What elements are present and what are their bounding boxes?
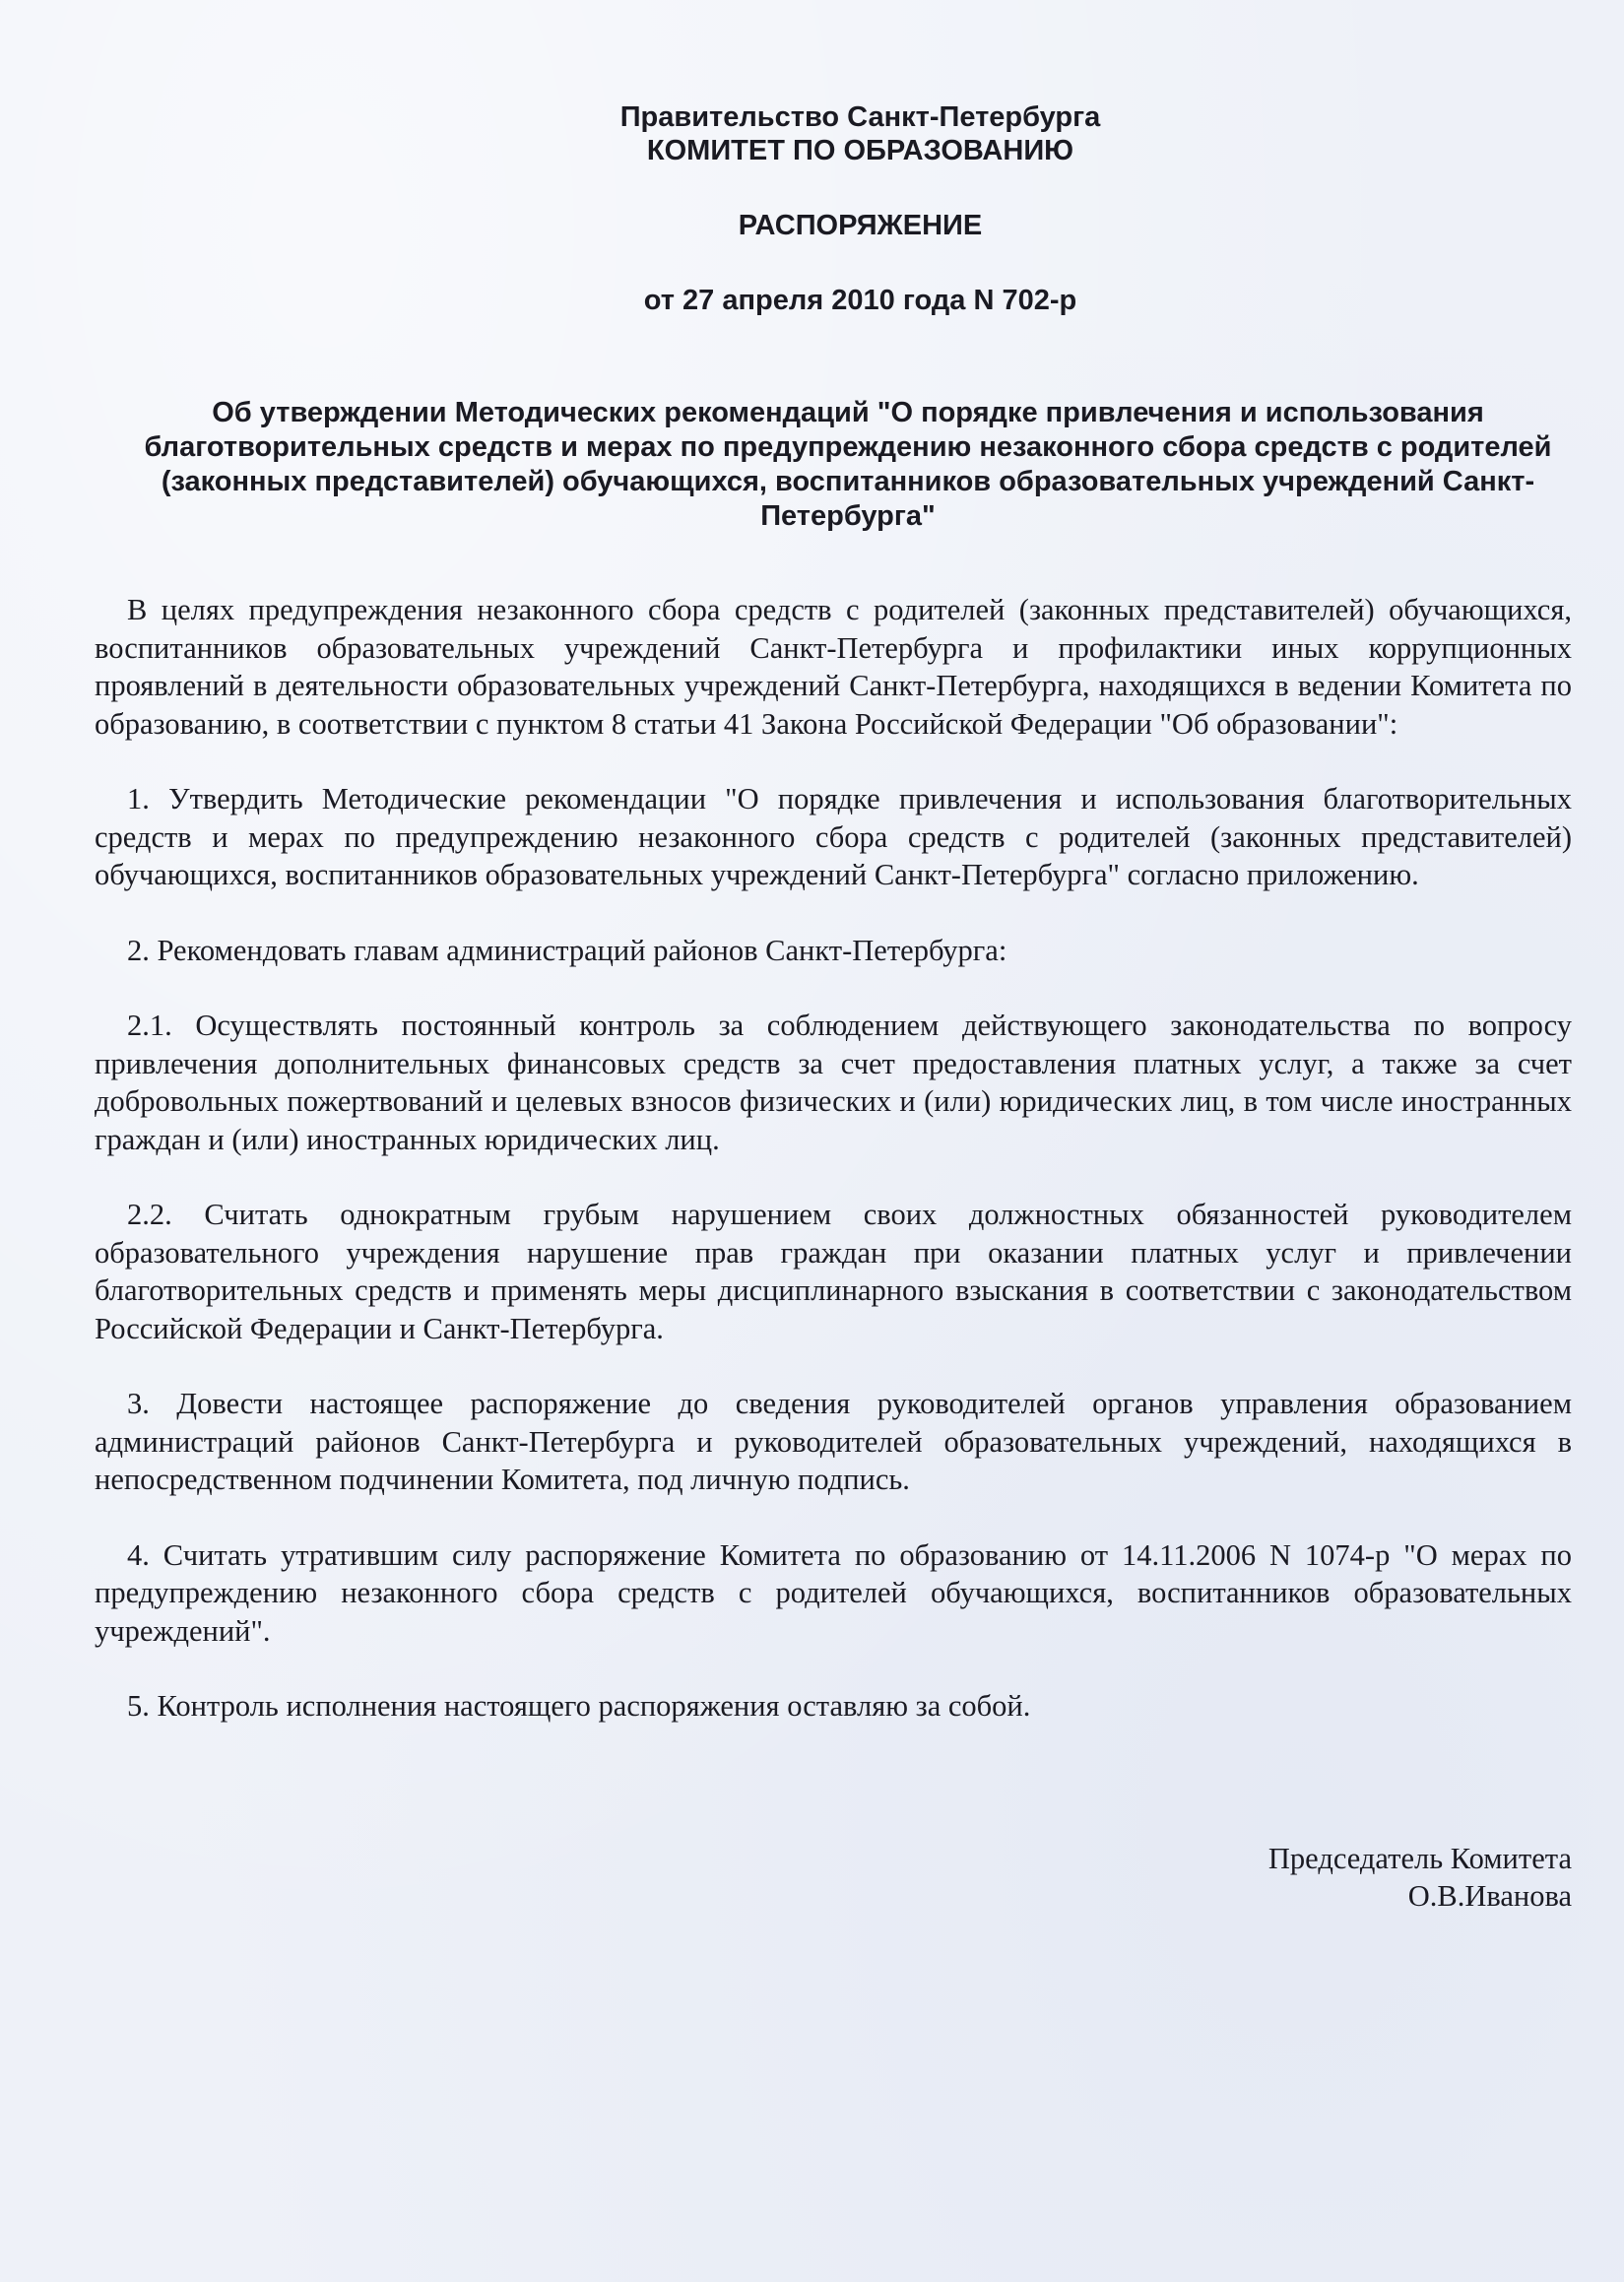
document-date-number: от 27 апреля 2010 года N 702-р: [643, 285, 1077, 316]
item-2-2-paragraph: 2.2. Считать однократным грубым нарушением своих должностных обязанностей руководителем образовательного учреждения нарушение прав граждан при оказании платных услуг и привлечении благотворительных средств и применять меры дисциплинарного взыскания в соответствии с законодательством Российской Федерации и Санкт-Петербурга.: [95, 1198, 1572, 1345]
item-4-paragraph: 4. Считать утратившим силу распоряжение Комитета по образованию от 14.11.2006 N 1074-р "О мерах по предупреждению незаконного сбора средств с родителей обучающихся, воспитанников образовательных учреждений".: [95, 1537, 1572, 1648]
government-name: Правительство Санкт-Петербурга: [619, 101, 1101, 133]
document-page: [95, 95, 1572, 1916]
document-header: [95, 100, 1572, 317]
item-3-paragraph: 3. Довести настоящее распоряжение до сведения руководителей органов управления образованием администраций районов Санкт-Петербурга и руководителей образовательных учреждений, находящихся в непосредственном подчинении Комитета, под личную подпись.: [95, 1387, 1572, 1496]
document-body: [95, 591, 1572, 1726]
item-5-paragraph: 5. Контроль исполнения настоящего распоряжения оставляю за собой.: [127, 1689, 1031, 1723]
item-2-paragraph: 2. Рекомендовать главам администраций районов Санкт-Петербурга:: [127, 933, 1007, 967]
document-type: РАСПОРЯЖЕНИЕ: [738, 210, 983, 241]
signature-block: [95, 1840, 1572, 1916]
item-1-paragraph: 1. Утвердить Методические рекомендации "О порядке привлечения и использования благотворительных средств и мерах по предупреждению незаконного сбора средств с родителей (законных представителей) обучающихся, воспитанников образовательных учреждений Санкт-Петербурга" согласно приложению.: [95, 782, 1572, 891]
document-subject: Об утверждении Методических рекомендаций "О порядке привлечения и использования благотворительных средств и мерах по предупреждению незаконного сбора средств с родителей (законных представителей) обучающихся, воспитанников образовательных учреждений Санкт-Петербурга": [144, 397, 1552, 532]
item-2-1-paragraph: 2.1. Осуществлять постоянный контроль за соблюдением действующего законодательства по вопросу привлечения дополнительных финансовых средств за счет предоставления платных услуг, а также за счет добровольных пожертвований и целевых взносов физических и (или) юридических лиц, в том числе иностранных граждан и (или) иностранных юридических лиц.: [95, 1009, 1572, 1156]
signatory-name: О.В.Иванова: [1407, 1879, 1572, 1913]
committee-name: КОМИТЕТ ПО ОБРАЗОВАНИЮ: [646, 135, 1074, 166]
signatory-position: Председатель Комитета: [1267, 1841, 1572, 1875]
preamble-paragraph: В целях предупреждения незаконного сбора средств с родителей (законных представителей) обучающихся, воспитанников образовательных учреждений Санкт-Петербурга и профилактики иных коррупционных проявлений в деятельности образовательных учреждений Санкт-Петербурга, находящихся в ведении Комитета по образованию, в соответствии с пунктом 8 статьи 41 Закона Российской Федерации "Об образовании":: [95, 593, 1572, 741]
